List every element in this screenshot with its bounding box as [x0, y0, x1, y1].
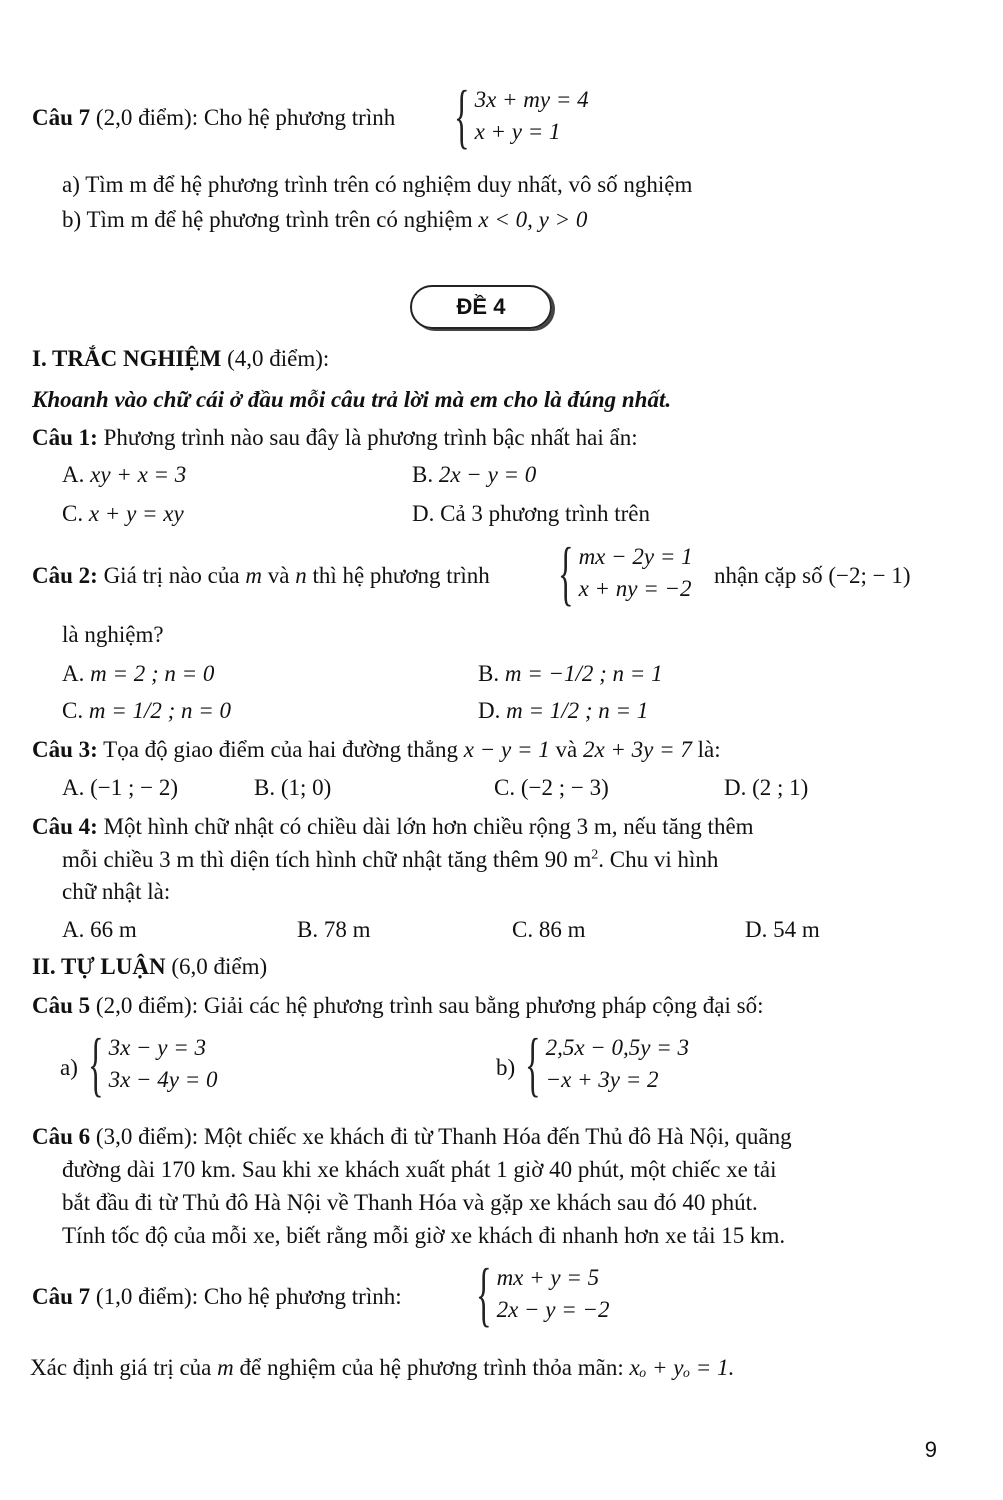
- q6-line3: bắt đầu đi từ Thủ đô Hà Nội về Thanh Hóa và gặp xe khách sau đó 40 phút.: [62, 1190, 758, 1215]
- q5-b-system: { 2,5x − 0,5y = 3 −x + 3y = 2: [525, 1024, 690, 1104]
- q1-text: Câu 1: Phương trình nào sau đây là phương trình bậc nhất hai ẩn:: [32, 425, 638, 450]
- q2-system: { mx − 2y = 1 x + ny = −2: [558, 533, 693, 613]
- q6-line4: Tính tốc độ của mỗi xe, biết rằng mỗi giờ xe khách đi nhanh hơn xe tải 15 km.: [62, 1223, 786, 1248]
- brace: {: [454, 76, 470, 156]
- q1-option-b: B. 2x − y = 0: [412, 462, 537, 487]
- q6-line1: Câu 6 (3,0 điểm): Một chiếc xe khách đi từ Thanh Hóa đến Thủ đô Hà Nội, quãng: [32, 1124, 792, 1149]
- q7-prev-system: { 3x + my = 4 x + y = 1: [454, 76, 589, 156]
- q3-option-b: B. (1; 0): [254, 775, 332, 800]
- q3-option-a: A. (−1 ; − 2): [62, 775, 179, 800]
- exam-title-box: ĐỀ 4: [410, 285, 552, 329]
- q7-prev-part-a: a) Tìm m để hệ phương trình trên có nghiệm duy nhất, vô số nghiệm: [62, 172, 693, 197]
- q7-text: Câu 7 (1,0 điểm): Cho hệ phương trình:: [32, 1284, 402, 1309]
- q4-option-d: D. 54 m: [745, 917, 820, 942]
- brace: {: [558, 533, 574, 613]
- q3-option-c: C. (−2 ; − 3): [494, 775, 609, 800]
- q4-line3: chữ nhật là:: [62, 879, 171, 904]
- q1-option-c: C. x + y = xy: [62, 501, 184, 526]
- brace: {: [525, 1024, 541, 1104]
- section1-instruction: Khoanh vào chữ cái ở đầu mỗi câu trả lời mà em cho là đúng nhất.: [32, 387, 672, 412]
- q3-option-d: D. (2 ; 1): [724, 775, 809, 800]
- brace: {: [88, 1024, 104, 1104]
- q4-option-c: C. 86 m: [512, 917, 586, 942]
- q1-option-a: A. xy + x = 3: [62, 462, 187, 487]
- q7-condition: Xác định giá trị của m để nghiệm của hệ phương trình thỏa mãn: xₒ + yₒ = 1.: [30, 1355, 735, 1380]
- q4-line1: Câu 4: Một hình chữ nhật có chiều dài lớn hơn chiều rộng 3 m, nếu tăng thêm: [32, 814, 754, 839]
- q2-text-after: nhận cặp số (−2; − 1): [714, 563, 911, 588]
- q7-prev-part-b: b) Tìm m để hệ phương trình trên có nghiệm x < 0, y > 0: [62, 207, 588, 232]
- section2-heading: II. TỰ LUẬN (6,0 điểm): [32, 954, 268, 979]
- q4-line2: mỗi chiều 3 m thì diện tích hình chữ nhật tăng thêm 90 $m^2$. Chu vi hình: [62, 847, 719, 872]
- q5-a-label: a): [60, 1055, 78, 1080]
- page-number: 9: [924, 1437, 937, 1462]
- q2-continuation: là nghiệm?: [62, 622, 164, 647]
- q5-text: Câu 5 (2,0 điểm): Giải các hệ phương trình sau bằng phương pháp cộng đại số:: [32, 993, 764, 1018]
- brace: {: [476, 1254, 492, 1334]
- q4-option-b: B. 78 m: [297, 917, 371, 942]
- q7-system: { mx + y = 5 2x − y = −2: [476, 1254, 610, 1334]
- q2-option-d: D. m = 1/2 ; n = 1: [478, 698, 649, 723]
- q5-a-system: { 3x − y = 3 3x − 4y = 0: [88, 1024, 218, 1104]
- section1-heading: I. TRẮC NGHIỆM (4,0 điểm):: [32, 346, 330, 371]
- q2-option-a: A. m = 2 ; n = 0: [62, 661, 215, 686]
- q2-text: Câu 2: Giá trị nào của m và n thì hệ phương trình: [32, 563, 490, 588]
- q1-option-d: D. Cả 3 phương trình trên: [412, 501, 650, 526]
- q6-line2: đường dài 170 km. Sau khi xe khách xuất phát 1 giờ 40 phút, một chiếc xe tải: [62, 1157, 777, 1182]
- q4-option-a: A. 66 m: [62, 917, 137, 942]
- q2-option-c: C. m = 1/2 ; n = 0: [62, 698, 232, 723]
- q3-text: Câu 3: Tọa độ giao điểm của hai đường thẳng x − y = 1 và 2x + 3y = 7 là:: [32, 737, 721, 762]
- q7-prev-heading: Câu 7 (2,0 điểm): Cho hệ phương trình: [32, 105, 396, 130]
- q2-option-b: B. m = −1/2 ; n = 1: [478, 661, 663, 686]
- q5-b-label: b): [496, 1055, 516, 1080]
